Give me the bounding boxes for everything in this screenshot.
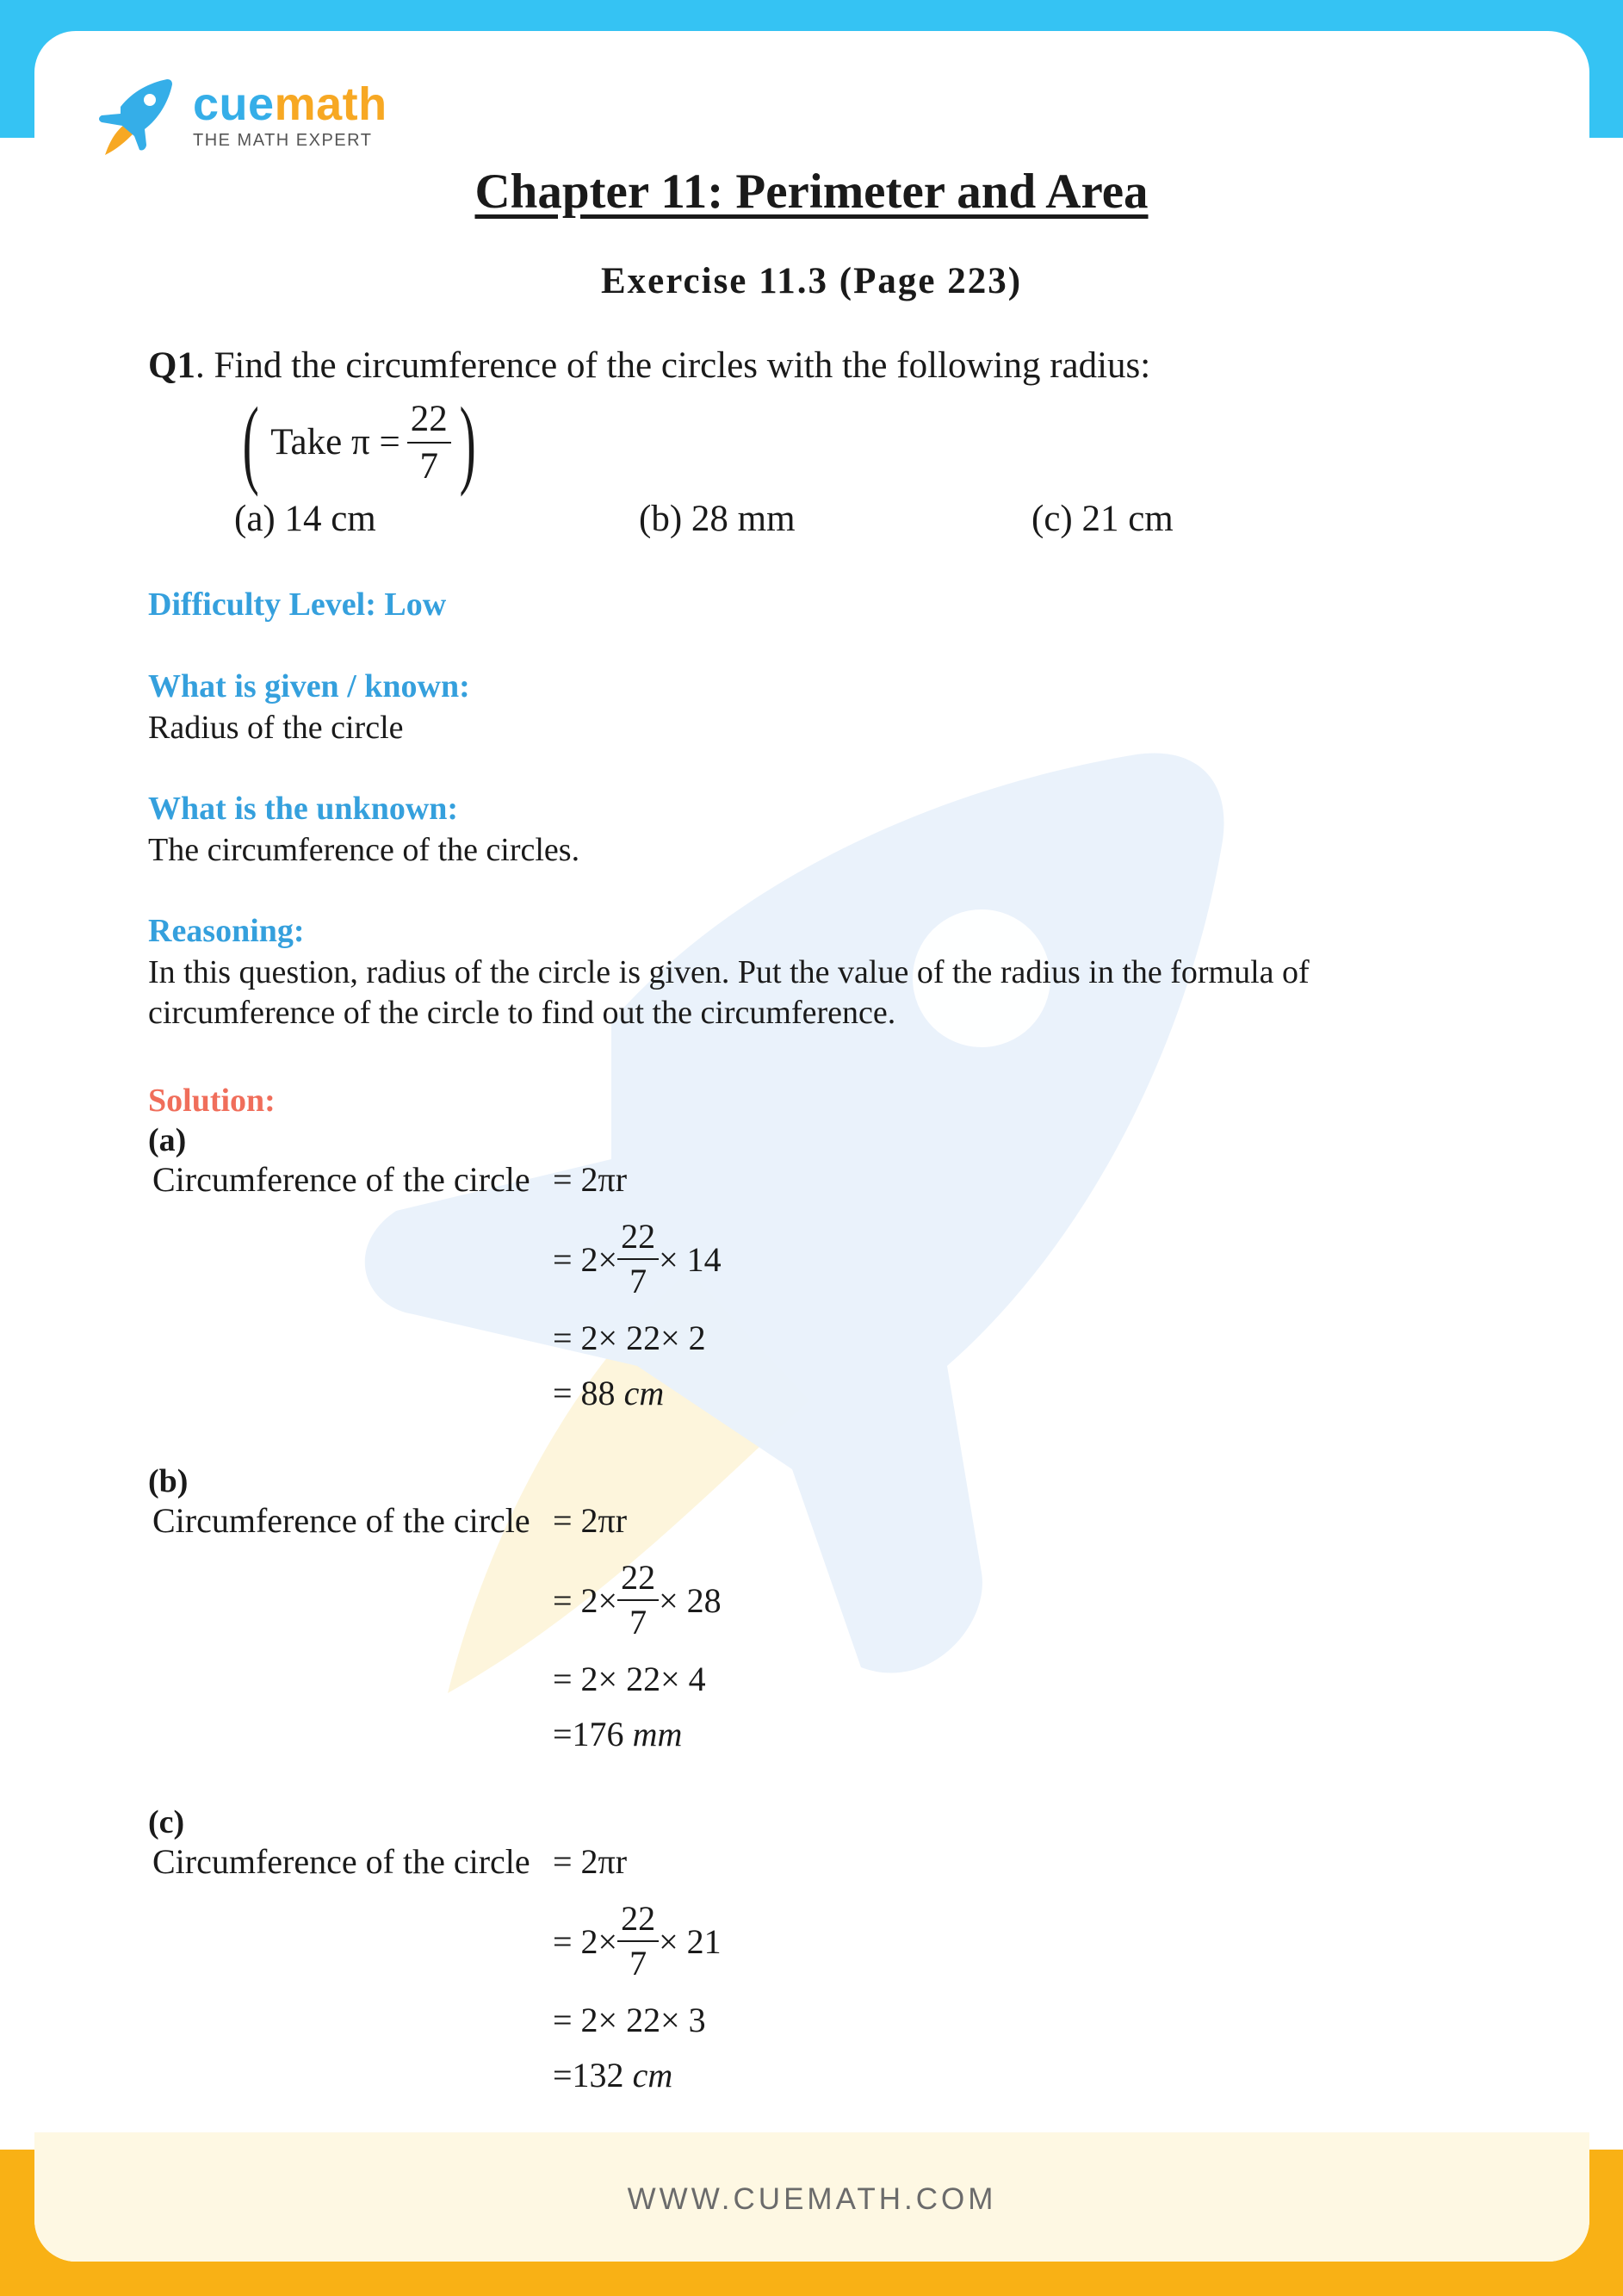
reasoning-heading: Reasoning:	[148, 913, 305, 949]
rocket-logo-icon	[90, 76, 176, 162]
footer-url[interactable]: WWW.CUEMATH.COM	[627, 2182, 997, 2216]
left-paren: (	[242, 388, 259, 497]
option-a: (a) 14 cm	[234, 499, 376, 539]
part-a-step1-prefix: = 2×	[553, 1239, 618, 1279]
part-a-result	[553, 1373, 664, 1413]
part-c-fraction	[617, 1899, 659, 1983]
part-b-step1	[553, 1558, 722, 1641]
part-c-result-value: =132	[553, 2056, 624, 2094]
part-c-step1-prefix: = 2×	[553, 1921, 618, 1961]
part-c-step1-suffix: × 21	[659, 1921, 722, 1961]
given-heading: What is given / known:	[148, 668, 470, 704]
right-paren: )	[459, 388, 476, 497]
solution-heading: Solution:	[148, 1083, 276, 1119]
logo-wordmark	[193, 79, 387, 129]
cuemath-logo[interactable]	[90, 76, 387, 162]
part-a-fraction	[617, 1219, 659, 1299]
part-a-result-unit: cm	[623, 1374, 665, 1412]
pi-denominator: 7	[419, 445, 438, 487]
part-a-numerator: 22	[617, 1219, 659, 1260]
chapter-title: Chapter 11: Perimeter and Area	[474, 164, 1149, 219]
given-text: Radius of the circle	[148, 710, 404, 746]
part-c-numerator: 22	[617, 1902, 659, 1942]
part-a-label: (a)	[148, 1122, 187, 1158]
part-b-fraction	[617, 1558, 659, 1641]
part-b-formula: = 2πr	[553, 1501, 628, 1540]
part-c-step2: = 2× 22× 3	[553, 2001, 706, 2039]
logo-word-math: math	[274, 78, 387, 130]
part-b-numerator: 22	[617, 1561, 659, 1601]
option-b: (b) 28 mm	[639, 499, 796, 539]
exercise-title: Exercise 11.3 (Page 223)	[600, 261, 1023, 301]
pi-fraction	[407, 400, 451, 485]
part-c-formula: = 2πr	[553, 1842, 628, 1881]
difficulty-heading: Difficulty Level: Low	[148, 586, 447, 623]
question-text: . Find the circumference of the circles with the following radius:	[195, 345, 1151, 386]
part-a-lhs: Circumference of the circle	[152, 1160, 530, 1199]
part-a-formula: = 2πr	[553, 1160, 628, 1199]
part-a-step1-suffix: × 14	[659, 1239, 722, 1279]
part-b-result	[553, 1714, 682, 1754]
part-c-step1	[553, 1899, 722, 1983]
part-b-step2: = 2× 22× 4	[553, 1660, 706, 1698]
take-pi-prefix: Take π =	[270, 422, 400, 462]
pi-numerator: 22	[407, 400, 451, 444]
unknown-text: The circumference of the circles.	[148, 832, 580, 868]
question-line	[148, 344, 1150, 387]
part-c-result-unit: cm	[632, 2056, 673, 2094]
question-label: Q1	[148, 345, 195, 386]
reasoning-line-1: In this question, radius of the circle is given. Put the value of the radius in the formula of	[148, 954, 1310, 990]
logo-word-cue: cue	[193, 78, 275, 130]
logo-text	[193, 79, 387, 151]
footer-strip	[34, 2132, 1589, 2262]
part-a-denominator: 7	[629, 1262, 647, 1300]
part-c-lhs: Circumference of the circle	[152, 1842, 530, 1881]
part-c-result	[553, 2055, 672, 2095]
part-b-lhs: Circumference of the circle	[152, 1501, 530, 1540]
take-pi-note	[234, 388, 484, 497]
part-b-result-value: =176	[553, 1715, 624, 1753]
part-c-denominator: 7	[629, 1944, 647, 1983]
part-a-step2: = 2× 22× 2	[553, 1319, 706, 1357]
unknown-heading: What is the unknown:	[148, 791, 459, 827]
part-b-result-unit: mm	[632, 1715, 683, 1753]
part-c-label: (c)	[148, 1804, 185, 1840]
part-b-label: (b)	[148, 1463, 189, 1499]
logo-tagline: THE MATH EXPERT	[193, 131, 373, 150]
part-a-step1	[553, 1219, 722, 1299]
part-a-result-value: = 88	[553, 1374, 616, 1412]
part-b-step1-suffix: × 28	[659, 1580, 722, 1620]
part-b-step1-prefix: = 2×	[553, 1580, 618, 1620]
reasoning-line-2: circumference of the circle to find out the circumference.	[148, 995, 896, 1031]
part-b-denominator: 7	[629, 1603, 647, 1641]
option-c: (c) 21 cm	[1031, 499, 1174, 539]
